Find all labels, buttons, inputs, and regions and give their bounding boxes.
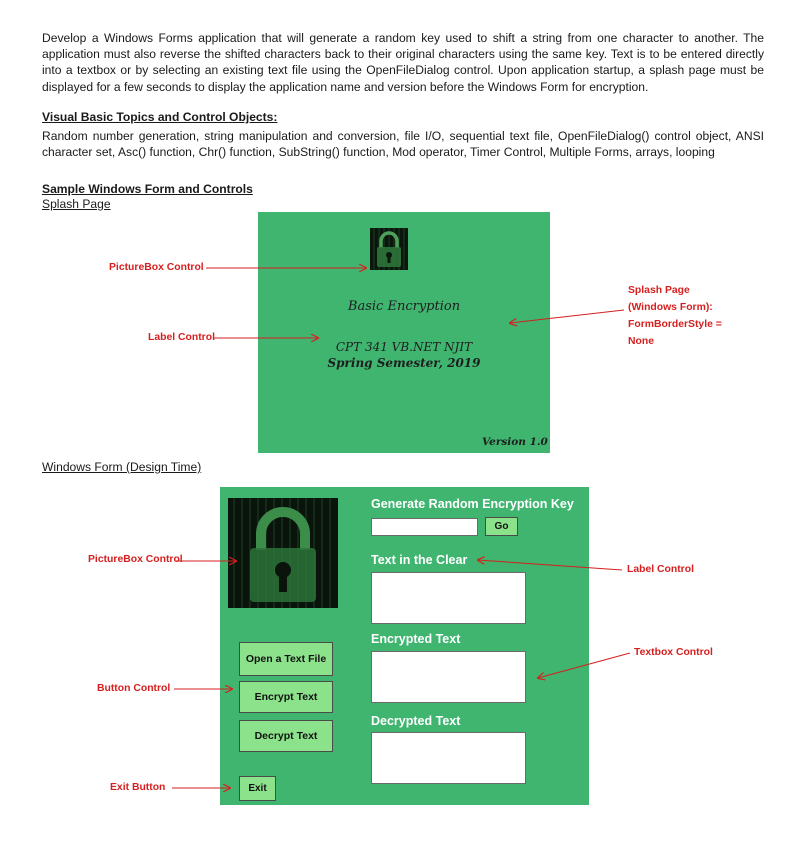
callout-splash-picturebox: PictureBox Control [109,262,204,273]
open-text-file-button[interactable]: Open a Text File [239,642,333,676]
splash-course-label: CPT 341 VB.NET NJIT [335,340,473,354]
decrypted-text-label: Decrypted Text [371,714,461,728]
splash-version-label: Version 1.0 [482,436,548,448]
callout-form-exit: Exit Button [110,782,166,793]
callout-splash-label: Label Control [148,332,215,343]
intro-paragraph: Develop a Windows Forms application that will generate a random key used to shift a string from one character to another. The application must also reverse the shifted characters back to their original characters using the same key. Text is to be entered directly into a textbox or by selecting an existing text file using the OpenFileDialog control. Upon application startup, a splash page must be displayed for a few seconds to display the application name and version before the Windows Form for encryption. [42,31,764,94]
callout-form-textbox: Textbox Control [634,647,713,658]
clear-text-label: Text in the Clear [371,553,468,567]
topics-text: Random number generation, string manipulation and conversion, file I/O, sequential text file, OpenFileDialog() control object, ANSI character set, Asc() function, Chr() function, SubString() function, Mod operator, Timer Control, Multiple Forms, arrays, looping [42,129,764,160]
callout-form-button: Button Control [97,683,171,694]
go-button[interactable]: Go [485,517,518,536]
decrypt-text-button[interactable]: Decrypt Text [239,720,333,752]
key-label: Generate Random Encryption Key [371,497,574,511]
arrow-form-textbox [538,653,630,678]
splash-semester-label: Spring Semester, 2019 [327,356,481,370]
arrow-form-label [478,560,622,570]
topics-heading: Visual Basic Topics and Control Objects: [42,110,278,124]
callout-form-label: Label Control [627,564,694,575]
form-subheading: Windows Form (Design Time) [42,460,202,474]
encrypted-text-label: Encrypted Text [371,632,461,646]
exit-button[interactable]: Exit [239,776,276,801]
callout-splash-page: Splash Page (Windows Form): FormBorderStyle = None [628,285,722,347]
splash-subheading: Splash Page [42,197,111,211]
encrypt-text-button[interactable]: Encrypt Text [239,681,333,713]
sample-heading: Sample Windows Form and Controls [42,182,253,196]
callout-form-picturebox: PictureBox Control [88,554,183,565]
splash-app-title: Basic Encryption [347,299,461,314]
